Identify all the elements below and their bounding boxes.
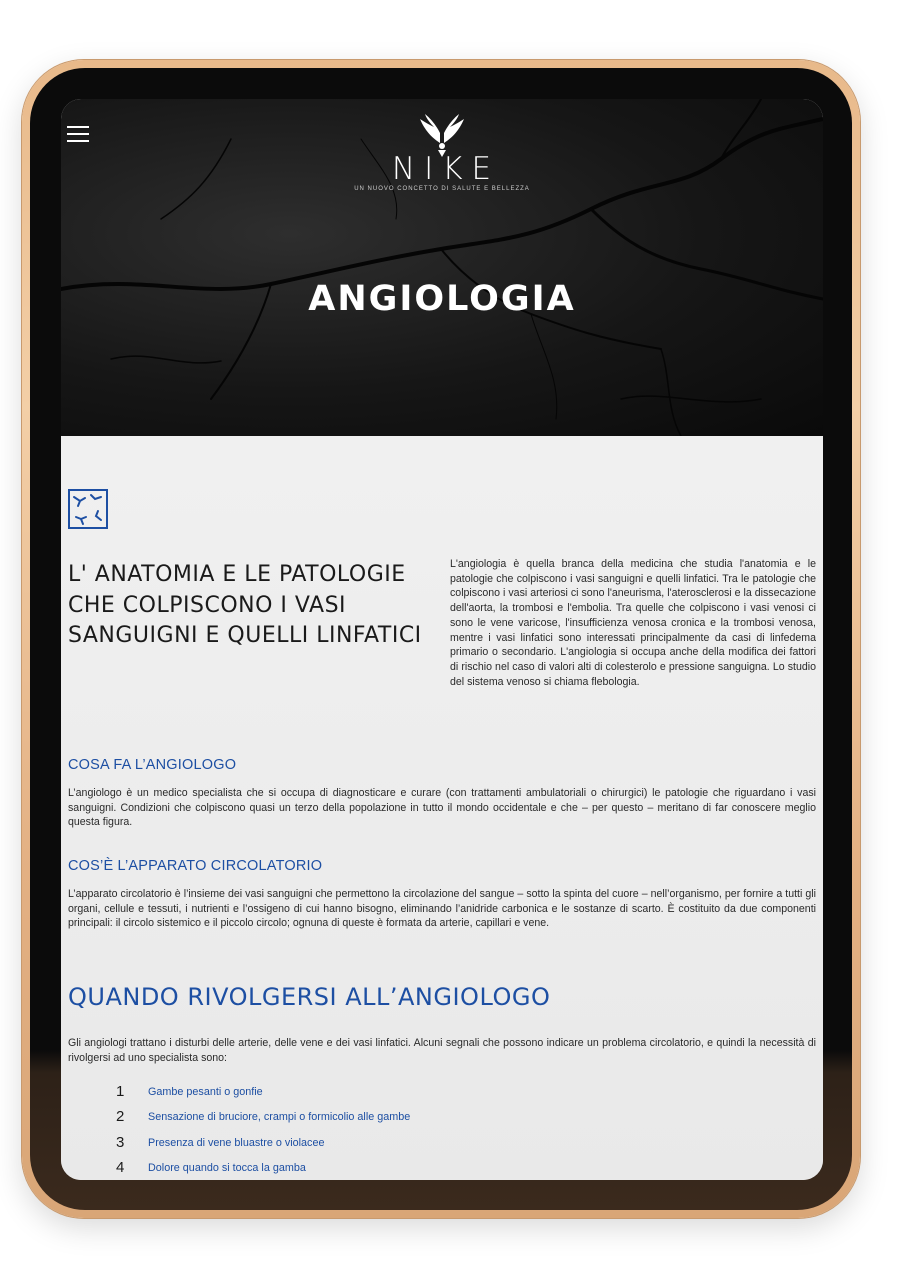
list-item-text[interactable]: Dolore quando si tocca la gamba	[148, 1161, 306, 1174]
tablet-screen	[61, 99, 823, 1180]
vein-square-icon	[68, 489, 108, 529]
site-logo[interactable]	[342, 113, 542, 203]
logo-tagline: UN NUOVO CONCETTO DI SALUTE E BELLEZZA	[354, 186, 530, 192]
when-paragraph: Gli angiologi trattano i disturbi delle arterie, delle vene e dei vasi linfatici. Alcuni segnali che possono indicare un problema circolatorio, e quindi la necessità di rivolgersi ad uno specialista sono:	[68, 1037, 816, 1064]
list-item-text[interactable]: Presenza di vene bluastre o violacee	[148, 1136, 325, 1149]
hamburger-menu-icon[interactable]	[67, 124, 91, 144]
section-heading-cosa-fa: COSA FA L’ANGIOLOGO	[68, 757, 237, 773]
intro-paragraph: L'angiologia è quella branca della medicina che studia l'anatomia e le patologie che colpiscono i vasi sanguigni e quelli linfatici. Tra le patologie che colpiscono i vasi arteriosi ci sono l'aneurisma, l'aterosclerosi e la dissecazione dell'aorta, la trombosi e l'embolia. Tra quelle che colpiscono i vasi venosi ci sono le vene varicose, l'insufficienza venosa cronica e la trombosi venosa, mentre i vasi linfatici sono interessati principalmente da casi di linfedema primario o secondario. L'angiologia si occupa anche della modifica dei fattori di rischio nel caso di valori alti di colesterolo e pressione sanguigna. Lo studio del sistema venoso si chiama flebologia.	[450, 558, 816, 688]
logo-wordmark: NIKE	[391, 151, 501, 187]
page-title: ANGIOLOGIA	[308, 279, 576, 319]
list-number: 2	[116, 1108, 125, 1126]
list-number: 1	[116, 1083, 125, 1100]
list-number: 4	[116, 1158, 125, 1176]
section-heading-apparato: COS’È L’APPARATO CIRCOLATORIO	[68, 858, 323, 874]
section-paragraph-apparato: L’apparato circolatorio è l’insieme dei vasi sanguigni che permettono la circolazione del sangue – sotto la spinta del cuore – nell’organismo, per fornire a tutti gli organi, cellule e tessuti, i nutrienti e l’ossigeno di cui hanno bisogno, eliminando l’anidride carbonica e le sostanze di scarto. È costituito da due componenti principali: il circolo sistemico e il piccolo circolo; ognuna di queste è formata da arterie, capillari e vene.	[68, 888, 816, 930]
section-paragraph-cosa-fa: L’angiologo è un medico specialista che si occupa di diagnosticare e curare (con trattamenti ambulatoriali o chirurgici) le patologie che riguardano i vasi sanguigni. Condizioni che colpiscono quasi un terzo della popolazione in tutto il mondo occidentale e che – per questo – meritano di far conoscere meglio questa figura.	[68, 787, 816, 829]
main-content	[61, 436, 823, 1180]
when-heading: QUANDO RIVOLGERSI ALL’ANGIOLOGO	[68, 983, 551, 1011]
list-item-text[interactable]: Gambe pesanti o gonfie	[148, 1086, 263, 1098]
list-number: 3	[116, 1133, 125, 1151]
list-item-text[interactable]: Sensazione di bruciore, crampi o formicolio alle gambe	[148, 1111, 411, 1124]
intro-heading: L' ANATOMIA E LE PATOLOGIE CHE COLPISCONO I VASI SANGUIGNI E QUELLI LINFATICI	[68, 562, 422, 648]
hero-banner	[61, 99, 823, 436]
